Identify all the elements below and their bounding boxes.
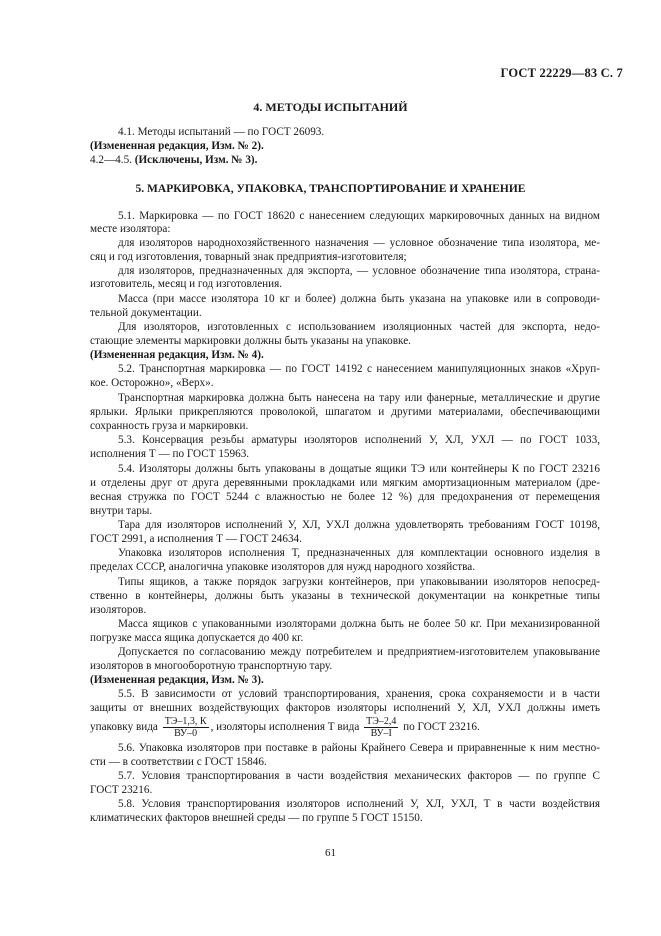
text-line: защиты от внешних воздействующих факторов изоляторы исполнений У, ХЛ, УХЛ должны иметь	[90, 702, 600, 714]
text-line: сяц и год изготовления, товарный знак предприятия-изготовителя;	[90, 251, 407, 263]
text-line: 5.2. Транспортная маркировка — по ГОСТ 14192 с нанесением манипуляционных знаков «Хруп-	[118, 363, 600, 375]
text-line: 5.5. В зависимости от условий транспортирования, хранения, срока сохраняемости и в части	[118, 688, 600, 700]
text-line: 5.7. Условия транспортирования в части воздействия механических факторов — по группе С	[118, 770, 600, 782]
text-line: и отделены друг от друга деревянными прокладками или мягким амортизационным материалом (дре-	[90, 477, 600, 489]
text-line: кое. Осторожно», «Верх».	[90, 377, 214, 389]
text-line: внутри тары.	[90, 505, 153, 517]
packaging-formula-line: упаковку вида $\frac{ТЭ-1,3, К}{ВУ-0}$ , изоляторы исполнения Т вида $\frac{ТЭ-2,4}{ВУ-I}$ по ГОСТ 23216.	[90, 715, 480, 739]
section-4-title: 4. МЕТОДЫ ИСПЫТАНИЙ	[253, 100, 408, 114]
text-line: сохранность груза и маркировки.	[90, 420, 249, 432]
text-line: Для изоляторов, изготовленных с использованием изоляционных частей для экспорта, недо-	[118, 321, 600, 333]
text-line: 4.1. Методы испытаний — по ГОСТ 26093.	[118, 126, 325, 138]
text-line: ГОСТ 2991, а исполнения Т — ГОСТ 24634.	[90, 533, 302, 545]
text-line: для изоляторов, предназначенных для экспорта, — условное обозначение типа изолятора, страна-	[118, 265, 600, 277]
text-line: для изоляторов народнохозяйственного назначения — условное обозначение типа изолятора, ме-	[118, 237, 600, 249]
text-line: исполнения Т — по ГОСТ 15963.	[90, 448, 250, 460]
text-line: 4.2—4.5. (Исключены, Изм. № 3).	[90, 154, 258, 166]
amendment-note: (Измененная редакция, Изм. № 4).	[90, 349, 264, 361]
text-line: 5.8. Условия транспортирования изоляторов исполнений У, ХЛ, УХЛ, Т в части воздействия	[118, 798, 600, 810]
text-line: сти — в соответствии с ГОСТ 15846.	[90, 756, 267, 768]
page-number: 61	[325, 847, 336, 859]
text-line: ГОСТ 23216.	[90, 784, 153, 796]
text-line: Масса (при массе изолятора 10 кг и более) должна быть указана на упаковке или в сопроводи-	[118, 293, 600, 305]
text-line: 5.4. Изоляторы должны быть упакованы в дощатые ящики ТЭ или контейнеры К по ГОСТ 23216	[118, 463, 600, 475]
text-line: климатических факторов внешней среды — по группе 5 ГОСТ 15150.	[90, 812, 423, 824]
text-line: 5.6. Упаковка изоляторов при поставке в районы Крайнего Севера и приравненные к ним местно-	[118, 742, 600, 754]
text-line: ярлыки. Ярлыки прикрепляются проволокой, шпагатом и другими материалами, обеспечивающими	[90, 406, 600, 418]
text-line: весная стружка по ГОСТ 5244 с влажностью не более 12 %) для предохранения от перемещения	[90, 491, 600, 503]
text-line: Тара для изоляторов исполнений У, ХЛ, УХЛ должна удовлетворять требованиям ГОСТ 10198,	[118, 519, 600, 531]
text-line: изоляторов.	[90, 604, 147, 616]
text-line: изоляторов в многооборотную транспортную тару.	[90, 660, 333, 672]
section-5-title: 5. МАРКИРОВКА, УПАКОВКА, ТРАНСПОРТИРОВАНИЕ И ХРАНЕНИЕ	[135, 183, 526, 195]
amendment-note: (Измененная редакция, Изм. № 2).	[90, 140, 264, 152]
text-line: 5.1. Маркировка — по ГОСТ 18620 с нанесением следующих маркировочных данных на видном	[118, 210, 600, 222]
text-line: Типы ящиков, а также порядок загрузки контейнеров, при упаковывании изоляторов непосред-	[118, 576, 600, 588]
text-line: стающие элементы маркировки должны быть указаны на упаковке.	[90, 335, 411, 347]
text-line: Масса ящиков с упакованными изоляторами должна быть не более 50 кг. При механизированной	[118, 618, 600, 630]
text-line: изготовитель, месяц и год изготовления.	[90, 278, 283, 290]
text-line: Упаковка изоляторов исполнения Т, предназначенных для комплектации основного изделия в	[118, 547, 600, 559]
packaging-fraction-2: $\frac{ТЭ-2,4}{ВУ-I}$	[366, 715, 397, 739]
amendment-note: (Измененная редакция, Изм. № 3).	[90, 674, 264, 686]
text-line: Допускается по согласованию между потребителем и предприятием-изготовителем упаковывание	[118, 646, 600, 658]
text-line: ственно в контейнеры, должны быть указаны в технической документации на конкретные типы	[90, 590, 600, 602]
page-header: ГОСТ 22229—83 С. 7	[500, 66, 623, 80]
text-line: Транспортная маркировка должна быть нанесена на тару или фанерные, металлические и другие	[118, 392, 600, 404]
text-line: пределах СССР, аналогична упаковке изоляторов для нужд народного хозяйства.	[90, 561, 475, 573]
text-line: тельной документации.	[90, 307, 202, 319]
packaging-fraction-1: $\frac{ТЭ-1,3, К}{ВУ-0}$	[164, 715, 207, 739]
text-line: месте изолятора:	[90, 223, 171, 235]
text-line: 5.3. Консервация резьбы арматуры изоляторов исполнений У, ХЛ, УХЛ — по ГОСТ 1033,	[118, 434, 600, 446]
text-line: погрузке масса ящика допускается до 400 кг.	[90, 632, 304, 644]
